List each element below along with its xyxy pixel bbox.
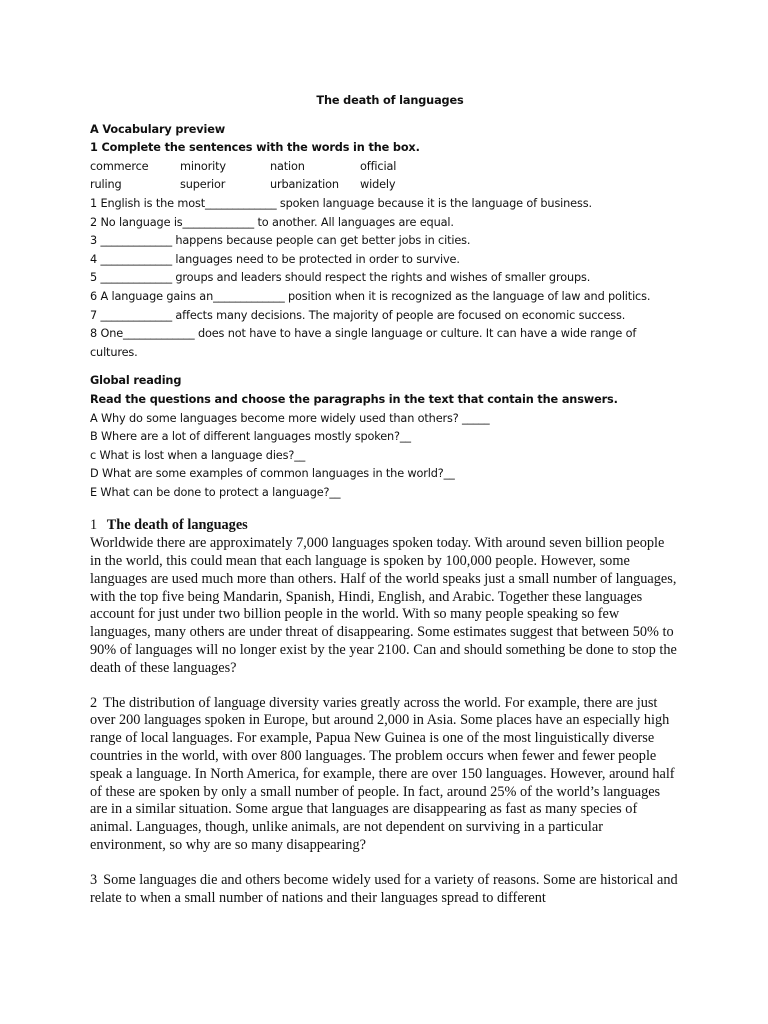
vocab-sentence: 3 _____________ happens because people can get better jobs in cities. (90, 234, 471, 248)
article-paragraph-1 (90, 517, 678, 677)
vocab-heading: A Vocabulary preview (90, 122, 226, 136)
article-paragraph-2 (90, 695, 678, 855)
global-question: c What is lost when a language dies?__ (90, 448, 306, 462)
word-box-item: nation (270, 159, 305, 173)
article (90, 517, 678, 907)
document-title: The death of languages (316, 94, 464, 107)
word-box-item: official (360, 159, 397, 173)
word-box-item: superior (180, 178, 226, 192)
global-question: A Why do some languages become more widely used than others? _____ (90, 411, 490, 425)
vocab-sentence: 4 _____________ languages need to be protected in order to survive. (90, 252, 460, 266)
paragraph-text: Worldwide there are approximately 7,000 languages spoken today. With around seven billion people in the world, this could mean that each language is spoken by 100,000 people. However, some languages are used much more than others. Half of the world speaks just a small number of languages, with the top five being Mandarin, Spanish, Hindi, English, and Arabic. Together these languages account for just under two billion people in the world. With so many people speaking so few languages, many others are under threat of disappearing. Some estimates suggest that between 50% to 90% of languages will no longer exist by the year 2100. Can and should something be done to stop the death of these languages? (90, 535, 677, 676)
vocab-sentence: 2 No language is_____________ to another. All languages are equal. (90, 215, 454, 229)
word-box-item: commerce (90, 159, 149, 173)
global-question: D What are some examples of common languages in the world?__ (90, 467, 455, 481)
document-page (90, 92, 690, 924)
article-heading: The death of languages (106, 517, 248, 534)
global-reading-heading: Global reading (90, 374, 182, 388)
word-box-item: urbanization (270, 178, 339, 192)
paragraph-text: Some languages die and others become widely used for a variety of reasons. Some are historical and relate to when a small number of nations and their languages spread to different (90, 871, 678, 906)
word-box-row-1 (90, 158, 690, 177)
paragraph-number: 2 (90, 694, 98, 711)
vocab-instruction: 1 Complete the sentences with the words in the box. (90, 141, 420, 155)
vocab-sentence: 1 English is the most_____________ spoken language because it is the language of business. (90, 196, 592, 210)
vocab-sentence: 8 One_____________ does not have to have a single language or culture. It can have a wide range of cultures. (90, 327, 637, 359)
global-reading-instruction: Read the questions and choose the paragraphs in the text that contain the answers. (90, 392, 618, 406)
paragraph-number: 1 (90, 517, 98, 534)
word-box-item: ruling (90, 178, 122, 192)
vocab-sentence: 7 _____________ affects many decisions. The majority of people are focused on economic success. (90, 308, 626, 322)
word-box-item: widely (360, 178, 396, 192)
vocab-sentence: 5 _____________ groups and leaders should respect the rights and wishes of smaller groups. (90, 271, 591, 285)
paragraph-number: 3 (90, 871, 98, 888)
paragraph-text: The distribution of language diversity varies greatly across the world. For example, there are just over 200 languages spoken in Europe, but around 2,000 in Asia. Some places have an especially high range of local languages. For example, Papua New Guinea is one of the most linguistically diverse countries in the world, with over 800 languages. The problem occurs when fewer and fewer people speak a language. In North America, for example, there are over 150 languages. However, around half of these are spoken by only a small number of people. In fact, around 25% of the world’s languages are in a similar situation. Some argue that languages are disappearing as fast as many species of animal. Languages, though, unlike animals, are not dependent on surviving in a particular environment, so why are so many disappearing? (90, 694, 675, 854)
global-question: E What can be done to protect a language?__ (90, 485, 341, 499)
word-box-item: minority (180, 159, 226, 173)
word-box-row-2 (90, 176, 690, 195)
article-paragraph-3 (90, 872, 678, 908)
vocab-sentence: 6 A language gains an_____________ position when it is recognized as the language of law and politics. (90, 289, 651, 303)
global-question: B Where are a lot of different languages mostly spoken?__ (90, 430, 411, 444)
